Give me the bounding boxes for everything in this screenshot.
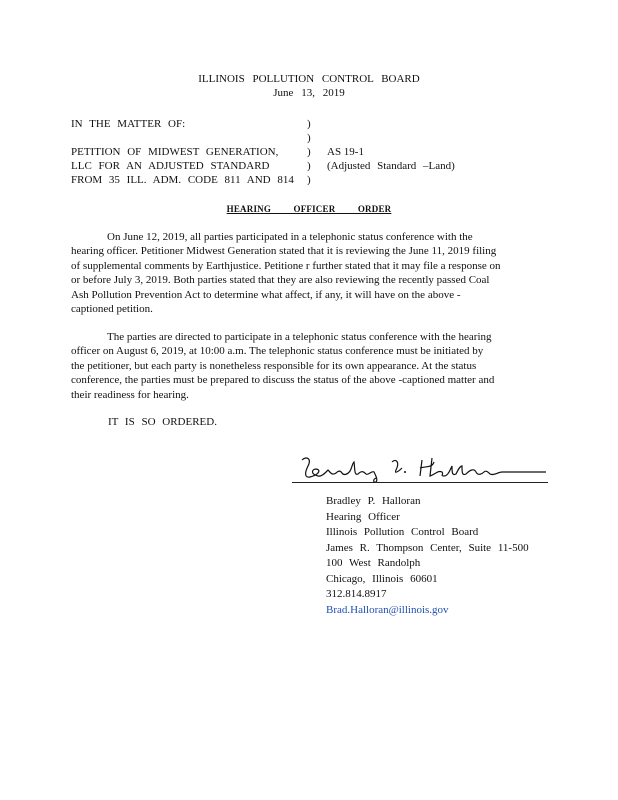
phone-number: 312.814.8917	[326, 588, 387, 600]
order-title: HEARING OFFICER ORDER	[226, 204, 392, 214]
paren: )	[307, 132, 311, 144]
paragraph-line: of supplemental comments by Earthjustice. Petitione r further stated that it may file a response on	[71, 259, 501, 272]
paragraph-line: captioned petition.	[71, 303, 153, 316]
paragraph-line: hearing officer. Petitioner Midwest Generation stated that it is reviewing the June 11, 2019 filing	[71, 245, 497, 258]
closing-statement: IT IS SO ORDERED.	[108, 416, 217, 428]
case-number: AS 19-1	[327, 146, 364, 158]
address-line-2: 100 West Randolph	[326, 557, 421, 569]
paragraph-line: or before July 3, 2019. Both parties stated that they are also reviewing the recently passed Coal	[71, 274, 490, 287]
board-name: ILLINOIS POLLUTION CONTROL BOARD	[198, 73, 420, 85]
in-the-matter-label: IN THE MATTER OF:	[71, 118, 186, 130]
handwritten-signature	[292, 452, 548, 484]
petition-line: PETITION OF MIDWEST GENERATION,	[71, 146, 279, 158]
case-type: (Adjusted Standard –Land)	[327, 160, 455, 172]
signer-organization: Illinois Pollution Control Board	[326, 526, 479, 538]
paragraph-line: the petitioner, but each party is nonetheless responsible for its own appearance. At the status	[71, 359, 477, 372]
address-line-1: James R. Thompson Center, Suite 11-500	[326, 541, 529, 554]
signer-title: Hearing Officer	[326, 510, 400, 523]
paragraph-line: Ash Pollution Prevention Act to determine what affect, if any, it will have on the above -	[71, 288, 461, 301]
paragraph-line: their readiness for hearing.	[71, 388, 189, 401]
paren: )	[307, 160, 311, 172]
petition-caption	[71, 145, 294, 187]
paren: )	[307, 118, 311, 130]
petition-line: LLC FOR AN ADJUSTED STANDARD	[71, 160, 270, 172]
petition-line: FROM 35 ILL. ADM. CODE 811 AND 814	[71, 174, 294, 186]
paragraph-line: officer on August 6, 2019, at 10:00 a.m. The telephonic status conference must be initiated by	[71, 345, 484, 358]
paren: )	[307, 146, 311, 158]
city-line: Chicago, Illinois 60601	[326, 572, 438, 585]
signer-name: Bradley P. Halloran	[326, 495, 421, 507]
paragraph-directive	[71, 330, 545, 402]
caption-parentheses	[307, 117, 311, 187]
paragraph-line: On June 12, 2019, all parties participated in a telephonic status conference with the	[107, 231, 473, 243]
paragraph-line: The parties are directed to participate in a telephonic status conference with the hearing	[107, 331, 492, 343]
signature-line	[292, 482, 548, 483]
paren: )	[307, 174, 311, 186]
paragraph-line: conference, the parties must be prepared to discuss the status of the above -captioned matter and	[71, 374, 495, 387]
paragraph-status-conference	[71, 230, 545, 316]
signature-block	[326, 494, 529, 618]
order-date: June 13, 2019	[273, 87, 345, 99]
email-link[interactable]: Brad.Halloran@illinois.gov	[326, 603, 449, 616]
